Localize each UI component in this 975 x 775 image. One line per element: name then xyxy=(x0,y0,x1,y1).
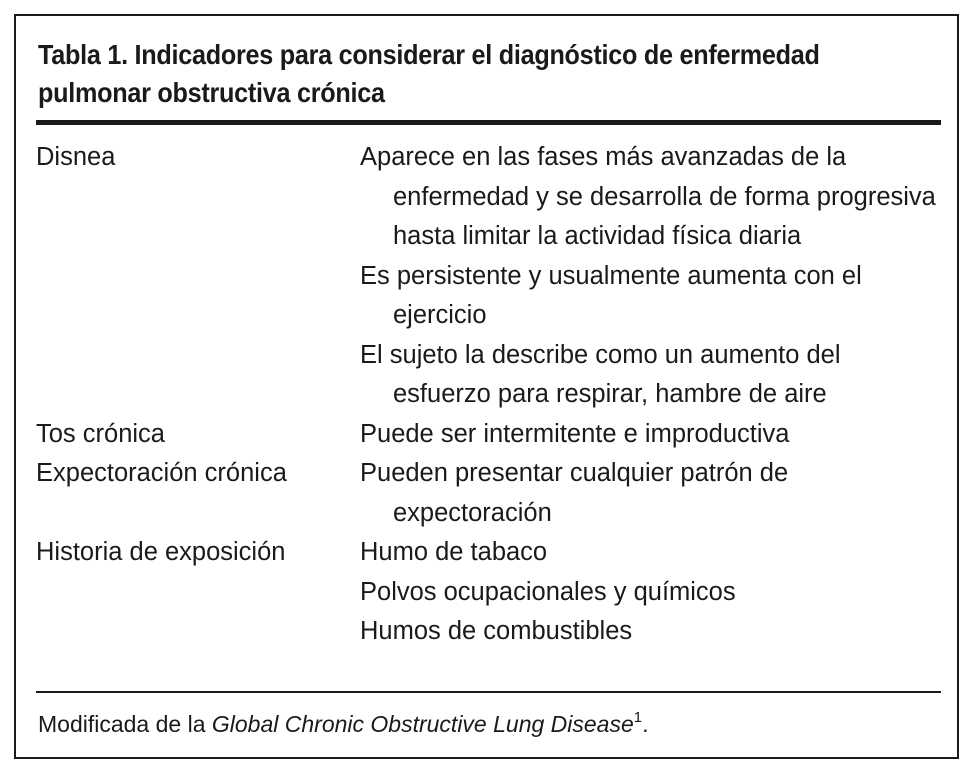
description-item: Aparece en las fases más avanzadas de la enfermedad y se desarrolla de forma progresiva hasta limitar la actividad física diaria xyxy=(360,143,936,250)
row-label: Historia de exposición xyxy=(36,538,286,566)
table-row xyxy=(36,415,941,455)
description-item: Puede ser intermitente e improductiva xyxy=(360,419,790,448)
footnote-prefix: Modificada de la xyxy=(38,711,212,737)
description-item: Polvos ocupacionales y químicos xyxy=(360,577,736,606)
footnote-source: Global Chronic Obstructive Lung Disease xyxy=(211,711,634,737)
row-label: Tos crónica xyxy=(36,419,165,448)
footer-rule xyxy=(36,691,941,693)
description-item: El sujeto la describe como un aumento del esfuerzo para respirar, hambre de aire xyxy=(360,340,841,408)
header-rule xyxy=(36,120,941,125)
table-footnote xyxy=(38,709,649,739)
table-row xyxy=(36,533,941,652)
footnote-suffix: . xyxy=(642,711,649,737)
indicators-table xyxy=(36,138,941,652)
row-description xyxy=(360,138,941,415)
table-frame xyxy=(14,14,959,759)
table-row xyxy=(36,454,941,533)
row-description xyxy=(360,533,941,652)
row-label: Expectoración crónica xyxy=(36,459,287,487)
description-item: Es persistente y usualmente aumenta con el ejercicio xyxy=(360,261,862,329)
table-title: Tabla 1. Indicadores para considerar el diagnóstico de enfermedad pulmonar obstructiva crónica xyxy=(38,39,820,108)
table-row xyxy=(36,138,941,415)
description-item: Humo de tabaco xyxy=(360,538,548,566)
footnote-reference: 1 xyxy=(633,709,643,726)
row-description xyxy=(360,415,941,455)
description-item: Humos de combustibles xyxy=(360,617,633,645)
description-item: Pueden presentar cualquier patrón de expectoración xyxy=(360,459,789,527)
row-label: Disnea xyxy=(36,143,116,171)
row-description xyxy=(360,454,941,533)
